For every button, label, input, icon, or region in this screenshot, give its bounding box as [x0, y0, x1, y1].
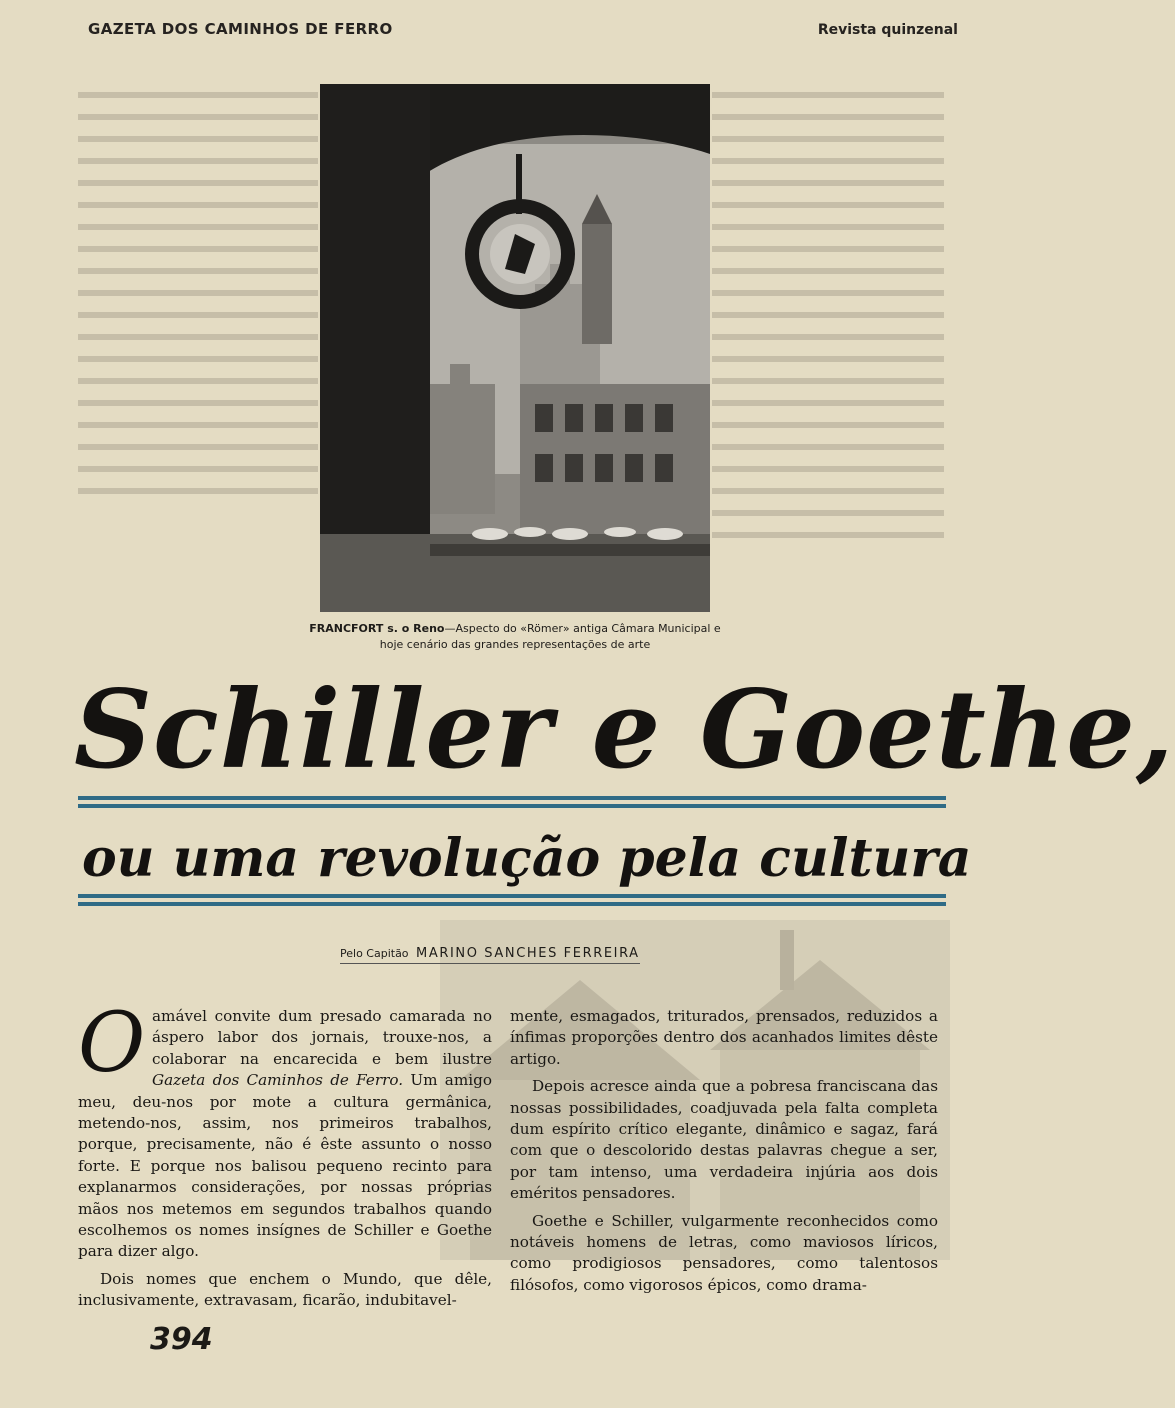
bleed-through-right — [712, 86, 944, 546]
paragraph-1-publication: Gazeta dos Caminhos de Ferro. — [152, 1071, 404, 1090]
paragraph-3: mente, esmagados, triturados, prensados, reduzidos a ínfimas proporções dentro dos acanhados limites dêste artigo. — [510, 1007, 938, 1068]
bleed-through-lines-left — [78, 86, 318, 506]
romer-photo-drawing — [320, 84, 710, 612]
article-column-right — [510, 1006, 938, 1296]
bleed-through-left — [78, 86, 318, 506]
magazine-frequency: Revista quinzenal — [817, 22, 958, 38]
article-title: Schiller e Goethe, — [74, 667, 1175, 793]
author-name: MARINO SANCHES FERREIRA — [416, 946, 640, 961]
article-subtitle: ou uma revolução pela cultura — [82, 828, 972, 889]
paragraph-1-a: amável convite dum presado camarada no áspero labor dos jornais, trouxe-nos, a colaborar na encarecida e bem ilustre — [152, 1007, 492, 1068]
paragraph-1-b: Um amigo meu, deu-nos por mote a cultura germânica, metendo-nos, assim, nos primeiros trabalhos, porque, precisamente, não é êste assunto o nosso forte. E porque nos balisou pequeno recinto para explanarmos considerações, por nossas próprias mãos nos metemos em segundos trabalhos quando escolhemos os nomes insígnes de Schiller e Goethe para dizer algo. — [78, 1071, 492, 1261]
title-rule-upper-second — [78, 804, 946, 808]
drop-cap: O — [78, 996, 146, 1091]
photo-caption — [300, 621, 730, 653]
byline — [340, 946, 640, 964]
caption-place: FRANCFORT s. o Reno — [309, 622, 445, 635]
byline-prefix: Pelo Capitão — [340, 947, 409, 960]
page-number: 394 — [150, 1322, 213, 1357]
title-rule-lower — [78, 894, 946, 898]
magazine-title: GAZETA DOS CAMINHOS DE FERRO — [88, 20, 393, 38]
article-column-left — [78, 996, 492, 1312]
paragraph-2: Dois nomes que enchem o Mundo, que dêle, inclusivamente, extravasam, ficarão, indubitavel- — [78, 1269, 492, 1310]
paragraph-5: Goethe e Schiller, vulgarmente reconhecidos como notáveis homens de letras, como maviosos líricos, como prodigiosos pensadores, como talentosos filósofos, como vigorosos épicos, como drama- — [510, 1211, 938, 1294]
title-rule-upper — [78, 796, 946, 800]
bleed-through-lines-right — [712, 86, 944, 546]
paragraph-4: Depois acresce ainda que a pobresa franciscana das nossas possibilidades, coadjuvada pela falta completa dum espírito crítico elegante, dinâmico e sagaz, fará com que o descolorido destas palavras chegue a ser, por tam intenso, uma verdadeira injúria aos dois eméritos pensadores. — [510, 1077, 938, 1203]
romer-photograph — [320, 84, 710, 612]
title-rule-lower-second — [78, 902, 946, 906]
caption-text: —Aspecto do «Römer» antiga Câmara Municipal e hoje cenário das grandes representações de arte — [379, 622, 721, 651]
